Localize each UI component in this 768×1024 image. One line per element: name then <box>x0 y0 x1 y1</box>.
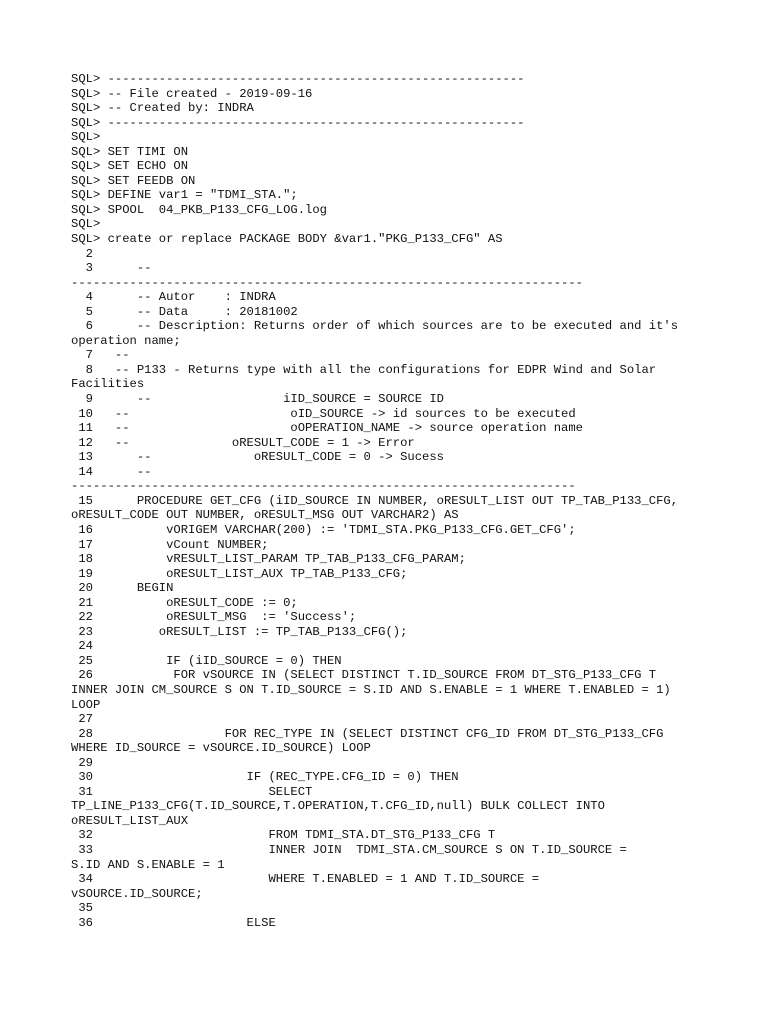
listing-line: 18 vRESULT_LIST_PARAM TP_TAB_P133_CFG_PARAM; <box>71 552 466 567</box>
listing-line: 12 -- oRESULT_CODE = 1 -> Error <box>71 435 415 450</box>
listing-line: 35 <box>71 901 93 916</box>
listing-line: 29 <box>71 755 93 770</box>
listing-line: 9 -- iID_SOURCE = SOURCE ID <box>71 392 444 407</box>
listing-line: SQL> create or replace PACKAGE BODY &var1."PKG_P133_CFG" AS <box>71 232 503 247</box>
listing-line: 13 -- oRESULT_CODE = 0 -> Sucess <box>71 450 444 465</box>
listing-line: 23 oRESULT_LIST := TP_TAB_P133_CFG(); <box>71 624 408 639</box>
listing-line: 21 oRESULT_CODE := 0; <box>71 595 298 610</box>
listing-line: INNER JOIN CM_SOURCE S ON T.ID_SOURCE = S.ID AND S.ENABLE = 1 WHERE T.ENABLED = 1) <box>71 682 671 697</box>
listing-line: SQL> SET FEEDB ON <box>71 173 196 188</box>
listing-line: 31 SELECT <box>71 784 313 799</box>
listing-line: vSOURCE.ID_SOURCE; <box>71 886 203 901</box>
listing-line: 28 FOR REC_TYPE IN (SELECT DISTINCT CFG_ID FROM DT_STG_P133_CFG <box>71 726 664 741</box>
listing-line: SQL> --------------------------------------------------------- <box>71 115 525 130</box>
listing-line: 14 -- <box>71 464 152 479</box>
listing-line: 15 PROCEDURE GET_CFG (iID_SOURCE IN NUMBER, oRESULT_LIST OUT TP_TAB_P133_CFG, <box>71 493 679 508</box>
listing-line: 4 -- Autor : INDRA <box>71 290 276 305</box>
listing-line: 26 FOR vSOURCE IN (SELECT DISTINCT T.ID_SOURCE FROM DT_STG_P133_CFG T <box>71 668 657 683</box>
listing-line: 17 vCount NUMBER; <box>71 537 269 552</box>
listing-line: 22 oRESULT_MSG := 'Success'; <box>71 610 357 625</box>
listing-line: 20 BEGIN <box>71 581 174 596</box>
listing-line: oRESULT_CODE OUT NUMBER, oRESULT_MSG OUT VARCHAR2) AS <box>71 508 459 523</box>
listing-line: SQL> --------------------------------------------------------- <box>71 72 525 86</box>
listing-line: S.ID AND S.ENABLE = 1 <box>71 857 225 872</box>
listing-line: 5 -- Data : 20181002 <box>71 304 298 319</box>
listing-line: SQL> DEFINE var1 = "TDMI_STA."; <box>71 188 298 203</box>
listing-line: 2 <box>71 246 93 261</box>
listing-line: oRESULT_LIST_AUX <box>71 813 189 828</box>
listing-line: 7 -- <box>71 348 130 363</box>
listing-line: WHERE ID_SOURCE = vSOURCE.ID_SOURCE) LOOP <box>71 741 371 756</box>
listing-line: 32 FROM TDMI_STA.DT_STG_P133_CFG T <box>71 828 496 843</box>
listing-line: SQL> SET ECHO ON <box>71 159 189 174</box>
listing-line: SQL> -- File created - 2019-09-16 <box>71 86 313 101</box>
listing-line: 27 <box>71 712 93 727</box>
listing-line: TP_LINE_P133_CFG(T.ID_SOURCE,T.OPERATION,T.CFG_ID,null) BULK COLLECT INTO <box>71 799 605 814</box>
listing-line: 33 INNER JOIN TDMI_STA.CM_SOURCE S ON T.ID_SOURCE = <box>71 842 627 857</box>
listing-line: 3 -- <box>71 261 152 276</box>
listing-line: operation name; <box>71 333 181 348</box>
listing-line: 16 vORIGEM VARCHAR(200) := 'TDMI_STA.PKG_P133_CFG.GET_CFG'; <box>71 522 576 537</box>
spool-log-listing <box>71 72 761 930</box>
listing-line: 36 ELSE <box>71 915 276 930</box>
listing-line: 6 -- Description: Returns order of which sources are to be executed and it's <box>71 319 679 334</box>
listing-line: 10 -- oID_SOURCE -> id sources to be executed <box>71 406 576 421</box>
listing-line: 24 <box>71 639 93 654</box>
listing-line: --------------------------------------------------------------------- <box>71 479 576 494</box>
listing-line: Facilities <box>71 377 145 392</box>
listing-line: SQL> <box>71 130 101 145</box>
listing-line: LOOP <box>71 697 101 712</box>
listing-line: SQL> SPOOL 04_PKB_P133_CFG_LOG.log <box>71 202 327 217</box>
listing-line: 19 oRESULT_LIST_AUX TP_TAB_P133_CFG; <box>71 566 408 581</box>
listing-line: SQL> -- Created by: INDRA <box>71 101 254 116</box>
listing-line: 30 IF (REC_TYPE.CFG_ID = 0) THEN <box>71 770 459 785</box>
listing-line: ---------------------------------------------------------------------- <box>71 275 583 290</box>
listing-line: 25 IF (iID_SOURCE = 0) THEN <box>71 653 342 668</box>
listing-line: 34 WHERE T.ENABLED = 1 AND T.ID_SOURCE = <box>71 872 540 887</box>
listing-line: 11 -- oOPERATION_NAME -> source operation name <box>71 421 583 436</box>
listing-line: SQL> <box>71 217 101 232</box>
listing-line: 8 -- P133 - Returns type with all the configurations for EDPR Wind and Solar <box>71 362 657 377</box>
listing-line: SQL> SET TIMI ON <box>71 144 189 159</box>
